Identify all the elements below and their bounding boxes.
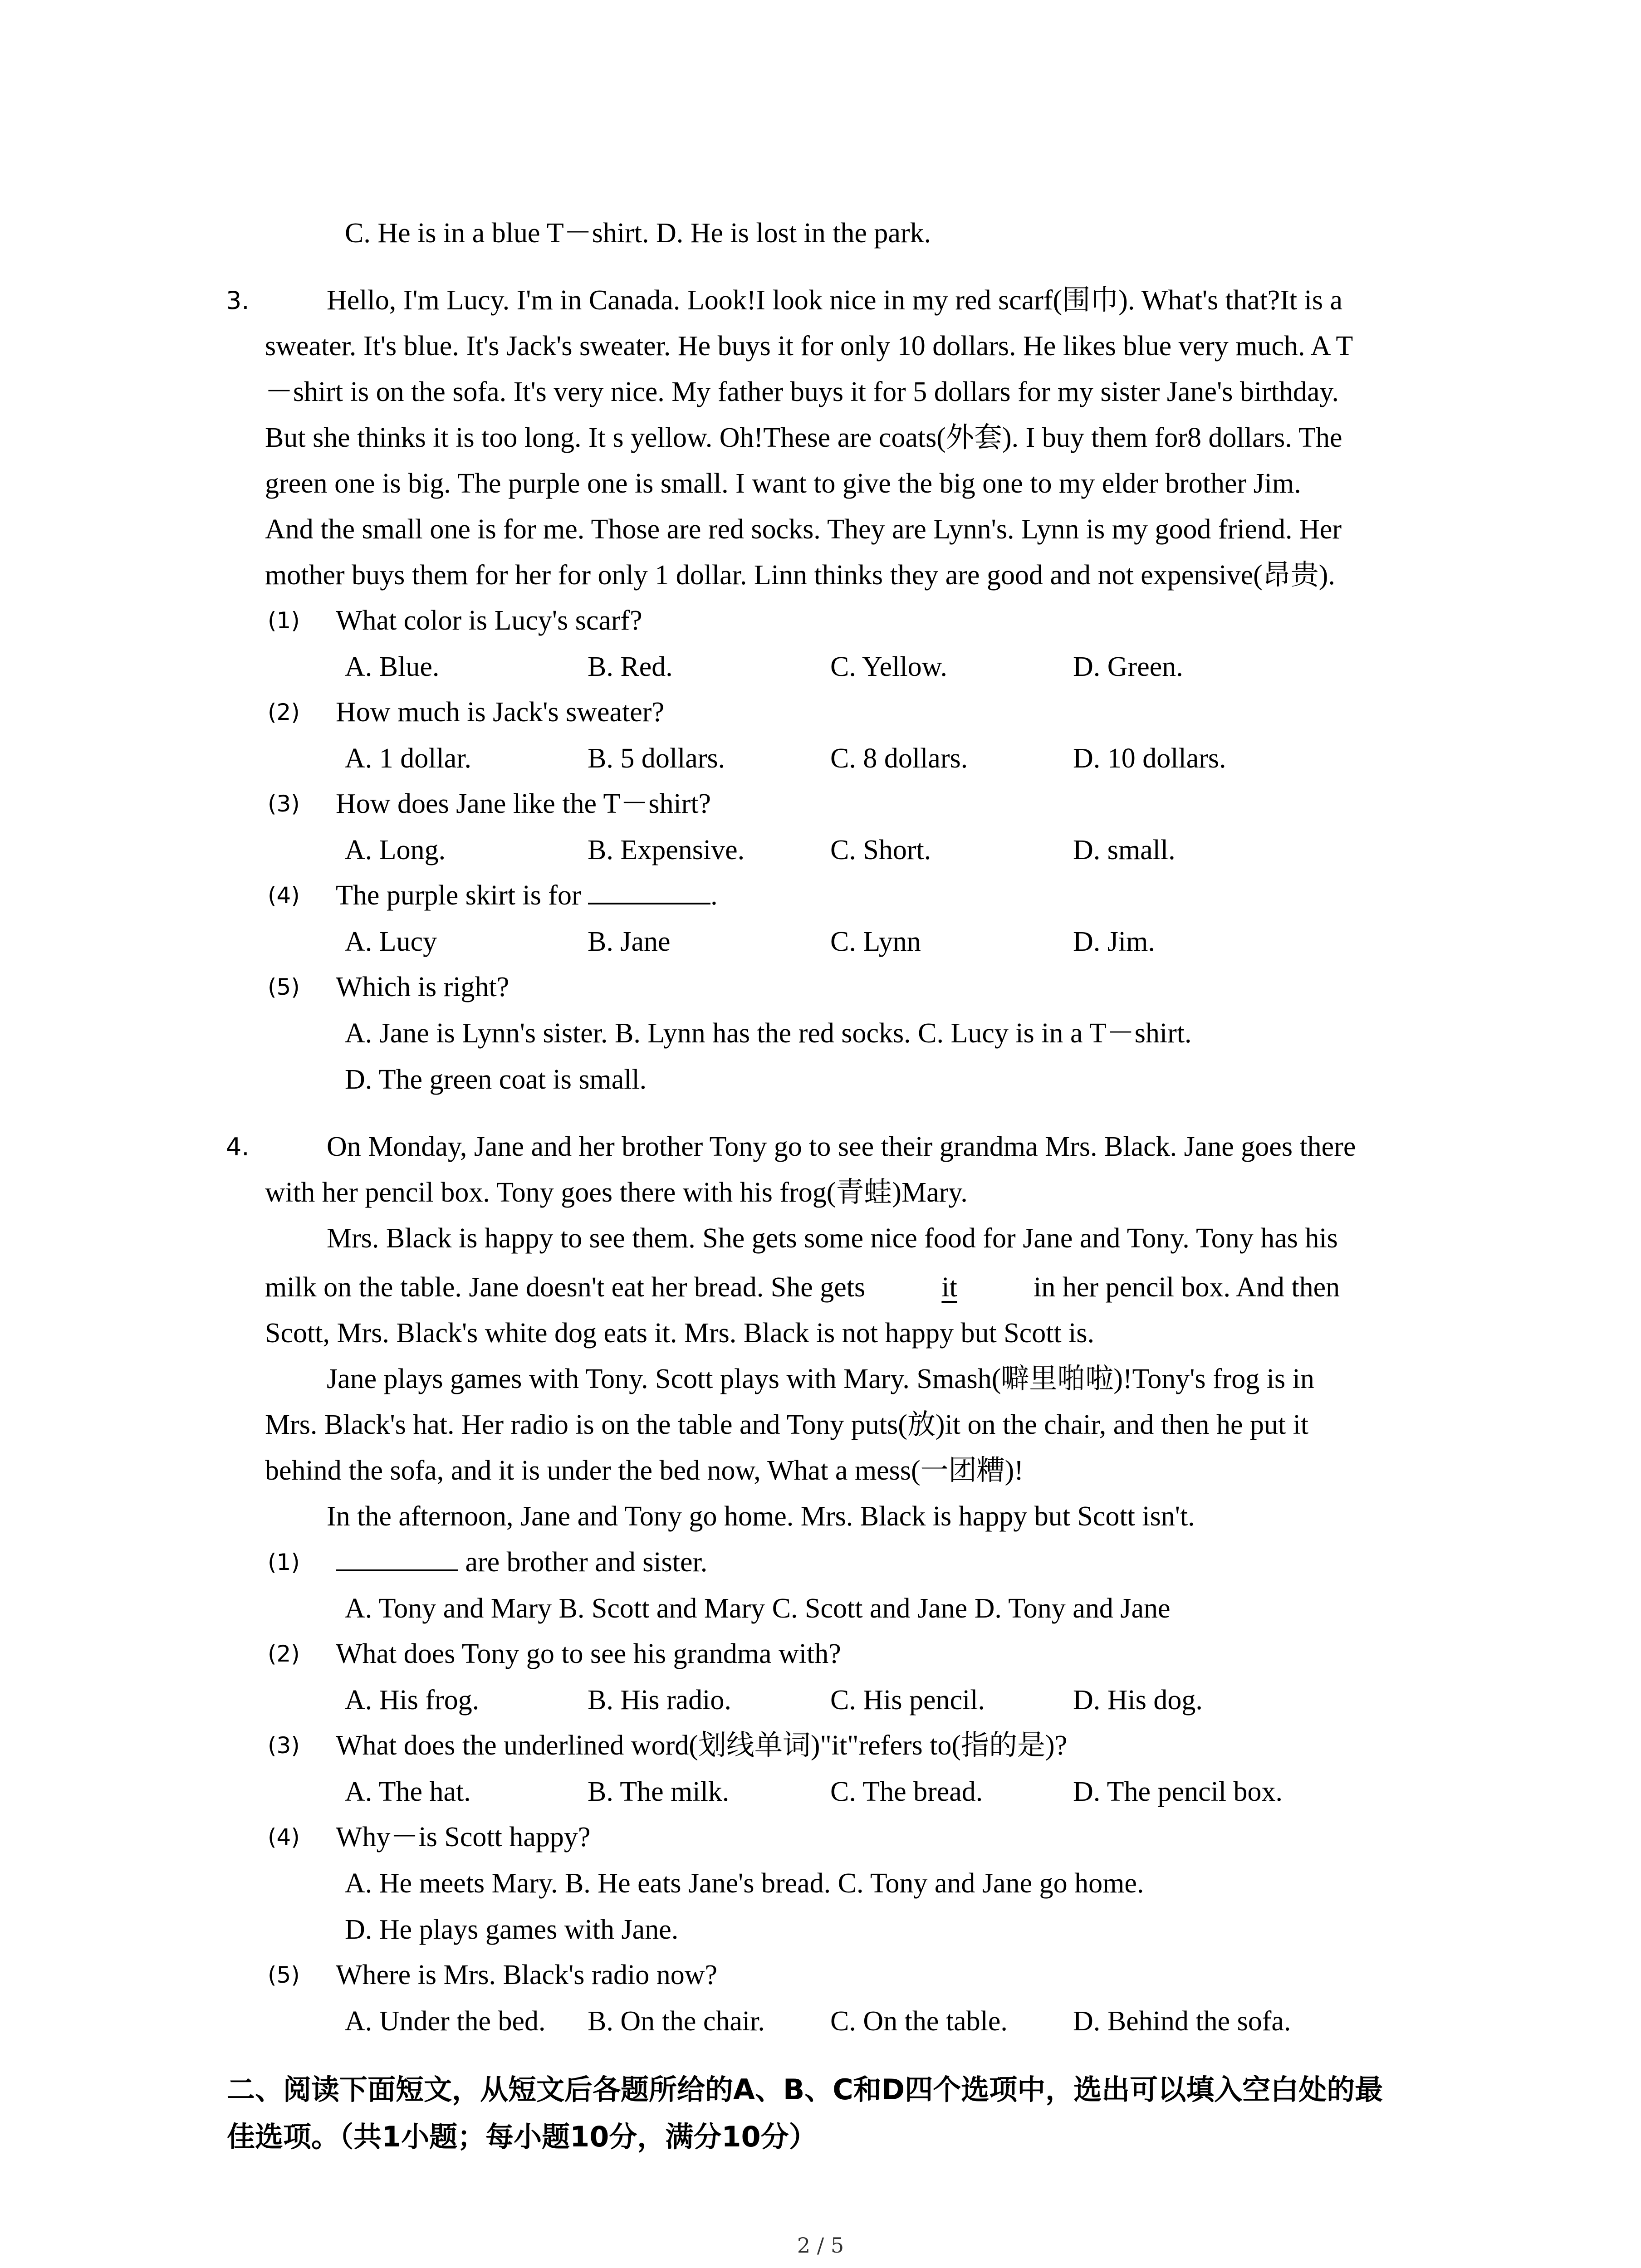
q3-4-option-a: A. Lucy: [345, 926, 437, 957]
q3-2-stem: How much is Jack's sweater?: [336, 697, 664, 728]
q3-number: 3.: [226, 286, 250, 315]
q3-4-stem: [336, 873, 718, 919]
q4-p2-line-2: [265, 1265, 1340, 1310]
q4-4-options-line-1: A. He meets Mary. B. He eats Jane's bread. C. Tony and Jane go home.: [345, 1868, 1144, 1899]
q3-1-stem: What color is Lucy's scarf?: [336, 605, 642, 636]
q4-2-number: (2): [268, 1641, 300, 1667]
q4-3-option-b: B. The milk.: [588, 1776, 730, 1807]
q3-5-stem: Which is right?: [336, 972, 509, 1002]
q3-1-option-d: D. Green.: [1073, 651, 1183, 682]
q4-3-option-c: C. The bread.: [830, 1776, 983, 1807]
q4-p3-line-2: Mrs. Black's hat. Her radio is on the table and Tony puts(放)it on the chair, and then he put it: [265, 1409, 1309, 1440]
q4-3-stem: What does the underlined word(划线单词)"it"refers to(指的是)?: [336, 1730, 1068, 1761]
q3-1-option-c: C. Yellow.: [830, 651, 947, 682]
q4-5-option-a: A. Under the bed.: [345, 2006, 546, 2037]
q3-4-number: (4): [268, 882, 300, 909]
q3-2-option-d: D. 10 dollars.: [1073, 743, 1226, 774]
q3-passage-line-7: mother buys them for her for only 1 dollar. Linn thinks they are good and not expensive(昂贵).: [265, 560, 1335, 591]
q4-p1-line-1: On Monday, Jane and her brother Tony go to see their grandma Mrs. Black. Jane goes there: [327, 1131, 1356, 1162]
q4-5-option-b: B. On the chair.: [588, 2006, 765, 2037]
q3-1-number: (1): [268, 607, 300, 634]
q4-5-stem: Where is Mrs. Black's radio now?: [336, 1960, 718, 1990]
q3-3-option-c: C. Short.: [830, 835, 931, 865]
q3-4-option-b: B. Jane: [588, 926, 671, 957]
q4-2-option-b: B. His radio.: [588, 1685, 731, 1716]
section-2-heading-line-1: 二、阅读下面短文，从短文后各题所给的A、B、C和D四个选项中，选出可以填入空白处的最: [227, 2073, 1383, 2106]
q4-3-number: (3): [268, 1732, 300, 1759]
q4-number: 4.: [226, 1133, 250, 1161]
answer-blank: [588, 875, 710, 904]
q4-5-option-c: C. On the table.: [830, 2006, 1008, 2037]
q4-p4: In the afternoon, Jane and Tony go home. Mrs. Black is happy but Scott isn't.: [327, 1501, 1195, 1532]
q3-3-number: (3): [268, 791, 300, 817]
q4-1-options-line: A. Tony and Mary B. Scott and Mary C. Scott and Jane D. Tony and Jane: [345, 1593, 1171, 1624]
q4-3-option-a: A. The hat.: [345, 1776, 471, 1807]
q4-p1-line-2: with her pencil box. Tony goes there with his frog(青蛙)Mary.: [265, 1177, 968, 1208]
q4-4-number: (4): [268, 1824, 300, 1850]
q3-1-option-b: B. Red.: [588, 651, 673, 682]
section-2-heading-line-2: 佳选项。（共1小题；每小题10分，满分10分）: [227, 2120, 817, 2153]
underlined-word-it: it: [941, 1272, 957, 1303]
q4-p3-line-1: Jane plays games with Tony. Scott plays with Mary. Smash(噼里啪啦)!Tony's frog is in: [327, 1364, 1314, 1394]
q3-passage-line-4: But she thinks it is too long. It s yellow. Oh!These are coats(外套). I buy them for8 dollars. The: [265, 422, 1342, 453]
q3-4-stem-end: .: [710, 880, 718, 911]
q3-4-option-d: D. Jim.: [1073, 926, 1155, 957]
q4-1-stem-text: are brother and sister.: [465, 1547, 708, 1578]
q3-passage-line-3: －shirt is on the sofa. It's very nice. My father buys it for 5 dollars for my sister Jane's birthday.: [265, 376, 1339, 407]
q3-5-options-line-1: A. Jane is Lynn's sister. B. Lynn has the red socks. C. Lucy is in a T－shirt.: [345, 1018, 1192, 1049]
q3-passage-line-5: green one is big. The purple one is small. I want to give the big one to my elder brother Jim.: [265, 468, 1301, 499]
answer-blank: [336, 1541, 458, 1571]
q4-2-stem: What does Tony go to see his grandma with?: [336, 1638, 841, 1669]
q4-5-option-d: D. Behind the sofa.: [1073, 2006, 1291, 2037]
q4-p2-line-2-after: in her pencil box. And then: [1034, 1272, 1340, 1303]
q3-passage-line-1: Hello, I'm Lucy. I'm in Canada. Look!I look nice in my red scarf(围巾). What's that?It is a: [327, 285, 1343, 316]
q3-4-option-c: C. Lynn: [830, 926, 921, 957]
q3-passage-line-2: sweater. It's blue. It's Jack's sweater. He buys it for only 10 dollars. He likes blue very much. A T: [265, 331, 1353, 362]
q4-3-option-d: D. The pencil box.: [1073, 1776, 1283, 1807]
q3-2-option-b: B. 5 dollars.: [588, 743, 725, 774]
q4-4-stem: Why－is Scott happy?: [336, 1822, 591, 1853]
q3-passage-line-6: And the small one is for me. Those are red socks. They are Lynn's. Lynn is my good friend. Her: [265, 514, 1342, 545]
q4-p2-line-3: Scott, Mrs. Black's white dog eats it. Mrs. Black is not happy but Scott is.: [265, 1318, 1095, 1349]
q3-1-option-a: A. Blue.: [345, 651, 440, 682]
q2-options-tail: C. He is in a blue T－shirt. D. He is lost in the park.: [345, 218, 931, 249]
q3-5-options-line-2: D. The green coat is small.: [345, 1064, 647, 1095]
q3-3-option-a: A. Long.: [345, 835, 446, 865]
q4-5-number: (5): [268, 1962, 300, 1988]
q3-2-number: (2): [268, 699, 300, 725]
q3-3-option-d: D. small.: [1073, 835, 1176, 865]
q4-p2-line-1: Mrs. Black is happy to see them. She gets some nice food for Jane and Tony. Tony has his: [327, 1223, 1338, 1254]
q4-p2-line-2-before: milk on the table. Jane doesn't eat her bread. She gets: [265, 1272, 866, 1303]
q3-4-stem-text: The purple skirt is for: [336, 880, 581, 911]
q3-5-number: (5): [268, 974, 300, 1000]
q3-3-option-b: B. Expensive.: [588, 835, 745, 865]
q3-3-stem: How does Jane like the T－shirt?: [336, 788, 711, 819]
q4-1-number: (1): [268, 1549, 300, 1575]
q3-2-option-a: A. 1 dollar.: [345, 743, 471, 774]
q4-4-options-line-2: D. He plays games with Jane.: [345, 1914, 679, 1945]
q4-2-option-c: C. His pencil.: [830, 1685, 985, 1716]
q4-p3-line-3: behind the sofa, and it is under the bed now, What a mess(一团糟)!: [265, 1455, 1024, 1486]
q4-1-stem: [336, 1540, 707, 1585]
q3-2-option-c: C. 8 dollars.: [830, 743, 968, 774]
q4-2-option-a: A. His frog.: [345, 1685, 480, 1716]
page-number: 2 / 5: [797, 2233, 844, 2258]
q4-2-option-d: D. His dog.: [1073, 1685, 1203, 1716]
